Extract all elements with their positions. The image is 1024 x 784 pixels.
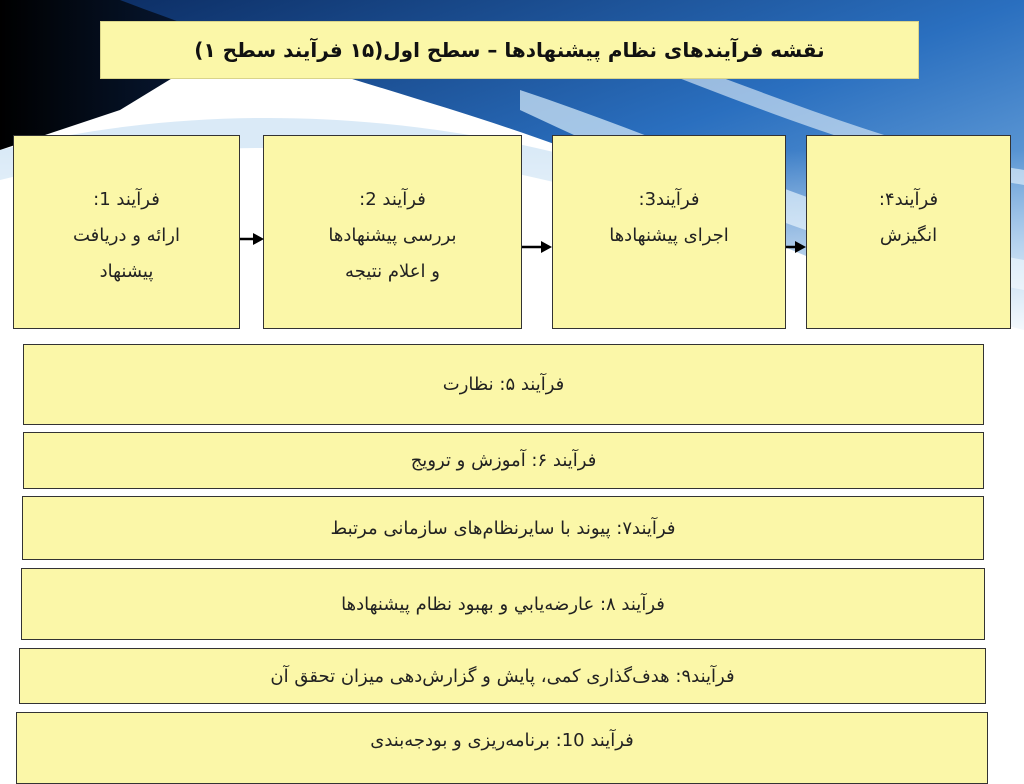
process-1-title-line-2: پیشنهاد (99, 261, 154, 282)
process-3-number: فرآیند3: (638, 189, 700, 210)
process-9-label: فرآیند۹: هدف‌گذاری کمی، پایش و گزارش‌دهی میزان تحقق آن (270, 665, 735, 687)
process-1-title-line-1: ارائه و دریافت (73, 225, 180, 246)
process-2-number: فرآیند 2: (359, 189, 426, 210)
flow-arrow-1-to-2 (240, 233, 264, 245)
process-box-7 (22, 496, 984, 560)
process-10-label: فرآیند 10: برنامه‌ریزی و بودجه‌بندی (370, 729, 634, 751)
process-6-label: فرآیند ۶: آموزش و ترویج (410, 450, 597, 471)
process-1-number: فرآیند 1: (93, 189, 160, 210)
process-box-6 (23, 432, 984, 489)
diagram-title: نقشه فرآیندهای نظام پیشنهادها – سطح اول(۱۵ فرآیند سطح ۱) (100, 21, 919, 79)
process-8-label: فرآیند ۸: عارضه‌یابي و بهبود نظام پیشنهادها (341, 593, 665, 615)
process-2-title-line-2: و اعلام نتیجه (345, 261, 440, 282)
process-box-3 (552, 135, 786, 329)
process-box-2 (263, 135, 522, 329)
process-4-title-line-1: انگیزش (879, 225, 938, 246)
process-box-4 (806, 135, 1011, 329)
process-7-label: فرآیند۷: پیوند با سایرنظام‌های سازمانی مرتبط (330, 517, 676, 539)
process-3-title-line-1: اجرای پیشنهادها (609, 225, 729, 246)
flow-arrow-2-to-3 (522, 241, 552, 253)
process-box-8 (21, 568, 985, 640)
process-5-label: فرآیند ۵: نظارت (442, 374, 565, 395)
process-box-10 (16, 712, 988, 784)
process-box-1 (13, 135, 240, 329)
process-2-title-line-1: بررسی پیشنهادها (328, 225, 457, 246)
process-box-5 (23, 344, 984, 425)
process-4-number: فرآیند۴: (878, 189, 939, 210)
flow-arrow-3-to-4 (786, 241, 806, 253)
process-box-9 (19, 648, 986, 704)
